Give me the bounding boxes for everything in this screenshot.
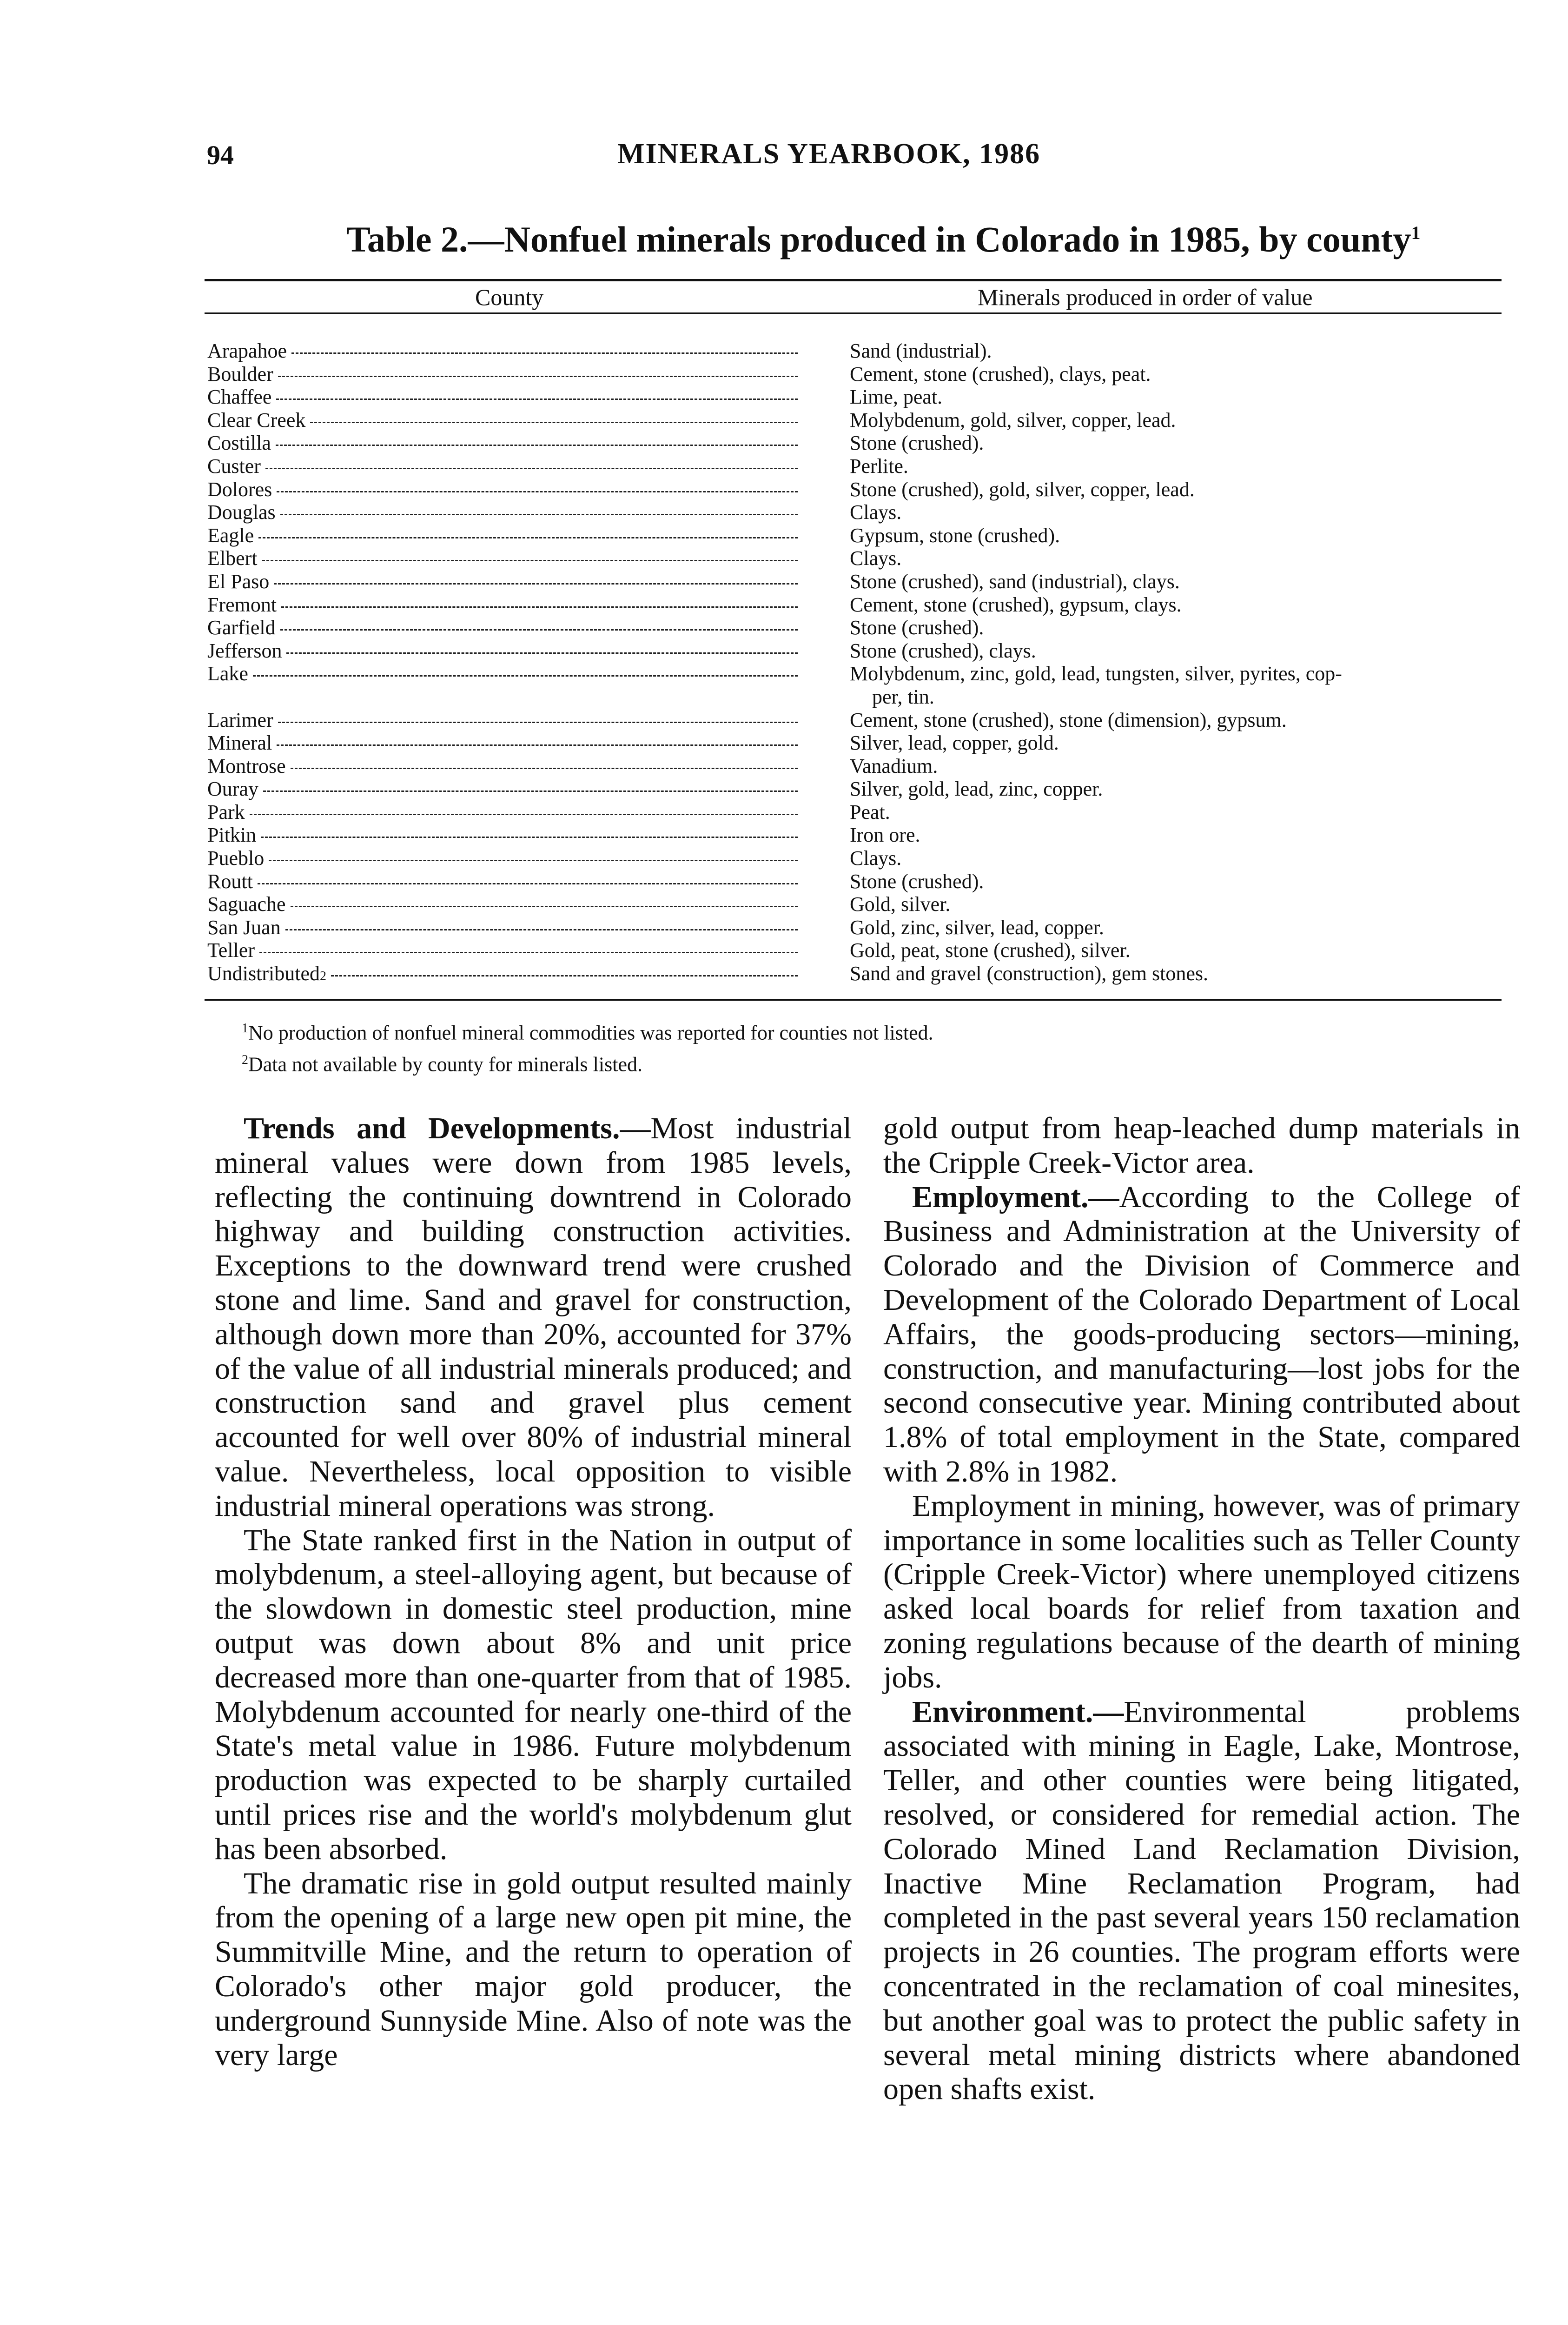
table-title xyxy=(346,219,1421,260)
table-row-county xyxy=(207,731,798,755)
dot-leader xyxy=(281,606,798,608)
footnote-mark: 1 xyxy=(242,1021,248,1036)
body-right-column xyxy=(883,1111,1520,2106)
table-row-minerals: Gold, silver. xyxy=(850,893,951,916)
county-name: Dolores xyxy=(207,478,272,501)
table-footnotes xyxy=(242,1015,933,1078)
county-name: Garfield xyxy=(207,616,276,639)
dot-leader xyxy=(259,952,798,953)
body-paragraph xyxy=(883,1489,1520,1695)
page-number: 94 xyxy=(207,140,234,170)
table-row-county xyxy=(207,939,798,962)
table-row-minerals: Stone (crushed), sand (industrial), clays. xyxy=(850,570,1180,593)
dot-leader xyxy=(280,629,798,631)
paragraph-text: gold output from heap-leached dump materials in the Cripple Creek-Victor area. xyxy=(883,1111,1520,1180)
county-name: Eagle xyxy=(207,524,254,547)
county-name: Mineral xyxy=(207,731,272,755)
table-row-minerals: Stone (crushed), gold, silver, copper, lead. xyxy=(850,478,1195,501)
county-name: Custer xyxy=(207,454,261,478)
table-row-county xyxy=(207,755,798,778)
county-name: Arapahoe xyxy=(207,339,287,362)
county-name: Lake xyxy=(207,662,248,685)
table-row-county xyxy=(207,478,798,501)
table-row-county xyxy=(207,916,798,939)
footnote-mark: 2 xyxy=(242,1052,248,1067)
table-row-county xyxy=(207,639,798,663)
dot-leader xyxy=(286,652,798,654)
county-name: Pitkin xyxy=(207,824,257,847)
dot-leader xyxy=(331,975,798,976)
table-row-county xyxy=(207,501,798,524)
table-row-minerals: Sand (industrial). xyxy=(850,339,992,362)
dot-leader xyxy=(250,814,798,815)
table-row-minerals: Perlite. xyxy=(850,454,908,478)
table-row-minerals: Clays. xyxy=(850,501,902,524)
table-row-county xyxy=(207,385,798,409)
dot-leader xyxy=(263,790,798,792)
table-row-county xyxy=(207,847,798,870)
footnote-1 xyxy=(242,1015,933,1047)
county-name: Costilla xyxy=(207,432,271,455)
table-row-minerals: Molybdenum, gold, silver, copper, lead. xyxy=(850,408,1176,432)
county-name: Chaffee xyxy=(207,385,272,409)
table-row-county xyxy=(207,870,798,893)
section-heading: Employment.— xyxy=(912,1180,1119,1214)
table-row-minerals: Vanadium. xyxy=(850,754,938,777)
dot-leader xyxy=(258,883,798,884)
table-row-minerals: Gypsum, stone (crushed). xyxy=(850,524,1060,547)
body-paragraph xyxy=(883,1111,1520,1180)
dot-leader xyxy=(278,376,798,377)
table-row-minerals: Cement, stone (crushed), clays, peat. xyxy=(850,362,1151,385)
table-row-minerals: Clays. xyxy=(850,847,902,870)
table-row-county xyxy=(207,524,798,547)
dot-leader xyxy=(291,906,798,907)
column-header-minerals: Minerals produced in order of value xyxy=(978,284,1313,310)
table-title-text: Table 2.—Nonfuel minerals produced in Colorado in 1985, by county xyxy=(346,219,1411,259)
dot-leader xyxy=(285,929,798,930)
county-name: Jefferson xyxy=(207,639,282,662)
dot-leader xyxy=(265,468,798,469)
footnote-text: No production of nonfuel mineral commodities was reported for counties not listed. xyxy=(248,1021,933,1044)
county-name: Park xyxy=(207,800,245,824)
table-row-county xyxy=(207,593,798,617)
table-row-minerals: Silver, gold, lead, zinc, copper. xyxy=(850,777,1103,801)
table-title-note-mark: 1 xyxy=(1411,222,1421,243)
table-row-minerals: Cement, stone (crushed), gypsum, clays. xyxy=(850,593,1182,616)
table-row-minerals: Peat. xyxy=(850,800,890,824)
table-row-county xyxy=(207,801,798,824)
table-row-county xyxy=(207,777,798,801)
dot-leader xyxy=(310,422,798,423)
section-heading: Environment.— xyxy=(912,1694,1124,1729)
county-name: Boulder xyxy=(207,362,273,385)
table-row-county xyxy=(207,363,798,386)
table-top-rule xyxy=(205,279,1502,281)
body-paragraph xyxy=(883,1180,1520,1489)
dot-leader xyxy=(262,560,798,561)
section-heading: Trends and Developments.— xyxy=(244,1111,651,1145)
table-row-minerals: per, tin. xyxy=(872,685,934,708)
table-row-minerals: Stone (crushed). xyxy=(850,616,984,639)
dot-leader xyxy=(277,744,798,746)
dot-leader xyxy=(291,768,798,769)
county-name: Undistributed xyxy=(207,962,320,985)
row-spacer xyxy=(207,685,798,709)
paragraph-text: Most industrial mineral values were down from 1985 levels, reflecting the continuing downtrend in Colorado highway and building construction activities. Exceptions to the downward trend were crushed stone and lime. Sand and gravel for construction, although down more than 20%, accounted for 37% of the value of all industrial minerals produced; and construction sand and gravel plus cement accounted for well over 80% of industrial mineral value. Nevertheless, local opposition to visible industrial mineral operations was strong. xyxy=(215,1111,852,1523)
paragraph-text: Environmental problems associated with mining in Eagle, Lake, Montrose, Teller, and other counties were being litigated, resolved, or considered for remedial action. The Colorado Mined Land Reclamation Division, Inactive Mine Reclamation Program, had completed in the past several years 150 reclamation projects in 26 counties. The program efforts were concentrated in the reclamation of coal minesites, but another goal was to protect the public safety in several metal mining districts where abandoned open shafts exist. xyxy=(883,1694,1520,2106)
paragraph-text: The dramatic rise in gold output resulted mainly from the opening of a large new open pit mine, the Summitville Mine, and the return to operation of Colorado's other major gold producer, the underground Sunnyside Mine. Also of note was the very large xyxy=(215,1866,852,2072)
county-name: Montrose xyxy=(207,754,286,777)
table-row-county xyxy=(207,339,798,363)
county-name: San Juan xyxy=(207,916,281,939)
dot-leader xyxy=(261,837,798,838)
table-row-minerals: Cement, stone (crushed), stone (dimension), gypsum. xyxy=(850,708,1287,731)
dot-leader xyxy=(274,583,798,585)
table-row-minerals: Stone (crushed), clays. xyxy=(850,639,1036,662)
table-row-minerals: Molybdenum, zinc, gold, lead, tungsten, silver, pyrites, cop- xyxy=(850,662,1342,685)
table-bottom-rule xyxy=(205,999,1502,1001)
table-row-minerals: Stone (crushed). xyxy=(850,870,984,893)
table-row-minerals: Stone (crushed). xyxy=(850,432,984,455)
dot-leader xyxy=(280,514,798,515)
dot-leader xyxy=(291,352,798,354)
county-name: Teller xyxy=(207,939,255,962)
paragraph-text: The State ranked first in the Nation in output of molybdenum, a steel-alloying agent, but because of the slowdown in domestic steel production, mine output was down about 8% and unit price decreased more than one-quarter from that of 1985. Molybdenum accounted for nearly one-third of the State's metal value in 1986. Future molybdenum production was expected to be sharply curtailed until prices rise and the world's molybdenum glut has been absorbed. xyxy=(215,1523,852,1866)
county-column xyxy=(207,339,798,985)
dot-leader xyxy=(276,445,798,446)
paragraph-text: According to the College of Business and Administration at the University of Colorado and the Division of Commerce and Development of the Colorado Department of Local Affairs, the goods-producing sectors—mining, construction, and manufacturing—lost jobs for the second consecutive year. Mining contributed about 1.8% of total employment in the State, compared with 2.8% in 1982. xyxy=(883,1180,1520,1488)
table-row-county xyxy=(207,824,798,847)
table-row-county xyxy=(207,662,798,685)
table-row-minerals: Iron ore. xyxy=(850,824,920,847)
body-left-column xyxy=(215,1111,852,2072)
footnote-text: Data not available by county for minerals listed. xyxy=(248,1053,642,1076)
county-name: Saguache xyxy=(207,893,286,916)
dot-leader xyxy=(276,399,798,400)
table-row-county xyxy=(207,432,798,455)
table-row-county xyxy=(207,709,798,732)
county-name: Routt xyxy=(207,870,253,893)
body-paragraph xyxy=(215,1523,852,1867)
county-name: Larimer xyxy=(207,708,273,731)
dot-leader xyxy=(269,860,798,861)
table-row-minerals: Lime, peat. xyxy=(850,385,943,409)
county-name: Fremont xyxy=(207,593,277,616)
table-row-county xyxy=(207,547,798,570)
table-row-county xyxy=(207,616,798,639)
table-row-county xyxy=(207,962,798,985)
footnote-2 xyxy=(242,1047,933,1078)
table-row-county xyxy=(207,409,798,432)
table-header-rule xyxy=(205,312,1502,314)
table-row-county xyxy=(207,455,798,478)
dot-leader xyxy=(253,675,798,677)
running-head: MINERALS YEARBOOK, 1986 xyxy=(617,138,1041,170)
column-header-county: County xyxy=(475,284,544,310)
body-paragraph xyxy=(215,1111,852,1523)
body-paragraph xyxy=(215,1867,852,2073)
paragraph-text: Employment in mining, however, was of primary importance in some localities such as Teller County (Cripple Creek-Victor) where unemployed citizens asked local boards for relief from taxation and zoning regulations because of the dearth of mining jobs. xyxy=(883,1488,1520,1694)
county-name: Elbert xyxy=(207,547,258,570)
county-note-mark: 2 xyxy=(319,969,326,984)
table-row-minerals: Gold, zinc, silver, lead, copper. xyxy=(850,916,1104,939)
county-name: Pueblo xyxy=(207,847,265,870)
table-row-minerals: Silver, lead, copper, gold. xyxy=(850,731,1059,755)
dot-leader xyxy=(277,491,798,492)
county-name: Douglas xyxy=(207,501,276,524)
table-row-county xyxy=(207,570,798,593)
minerals-column xyxy=(850,339,1501,985)
county-name: Clear Creek xyxy=(207,408,306,432)
county-name: Ouray xyxy=(207,777,258,801)
table-row-minerals: Sand and gravel (construction), gem stones. xyxy=(850,962,1209,985)
body-paragraph xyxy=(883,1695,1520,2107)
dot-leader xyxy=(278,722,798,723)
dot-leader xyxy=(258,537,798,538)
table-row-minerals: Clays. xyxy=(850,547,902,570)
table-row-county xyxy=(207,893,798,916)
county-name: El Paso xyxy=(207,570,270,593)
table-row-minerals: Gold, peat, stone (crushed), silver. xyxy=(850,939,1131,962)
